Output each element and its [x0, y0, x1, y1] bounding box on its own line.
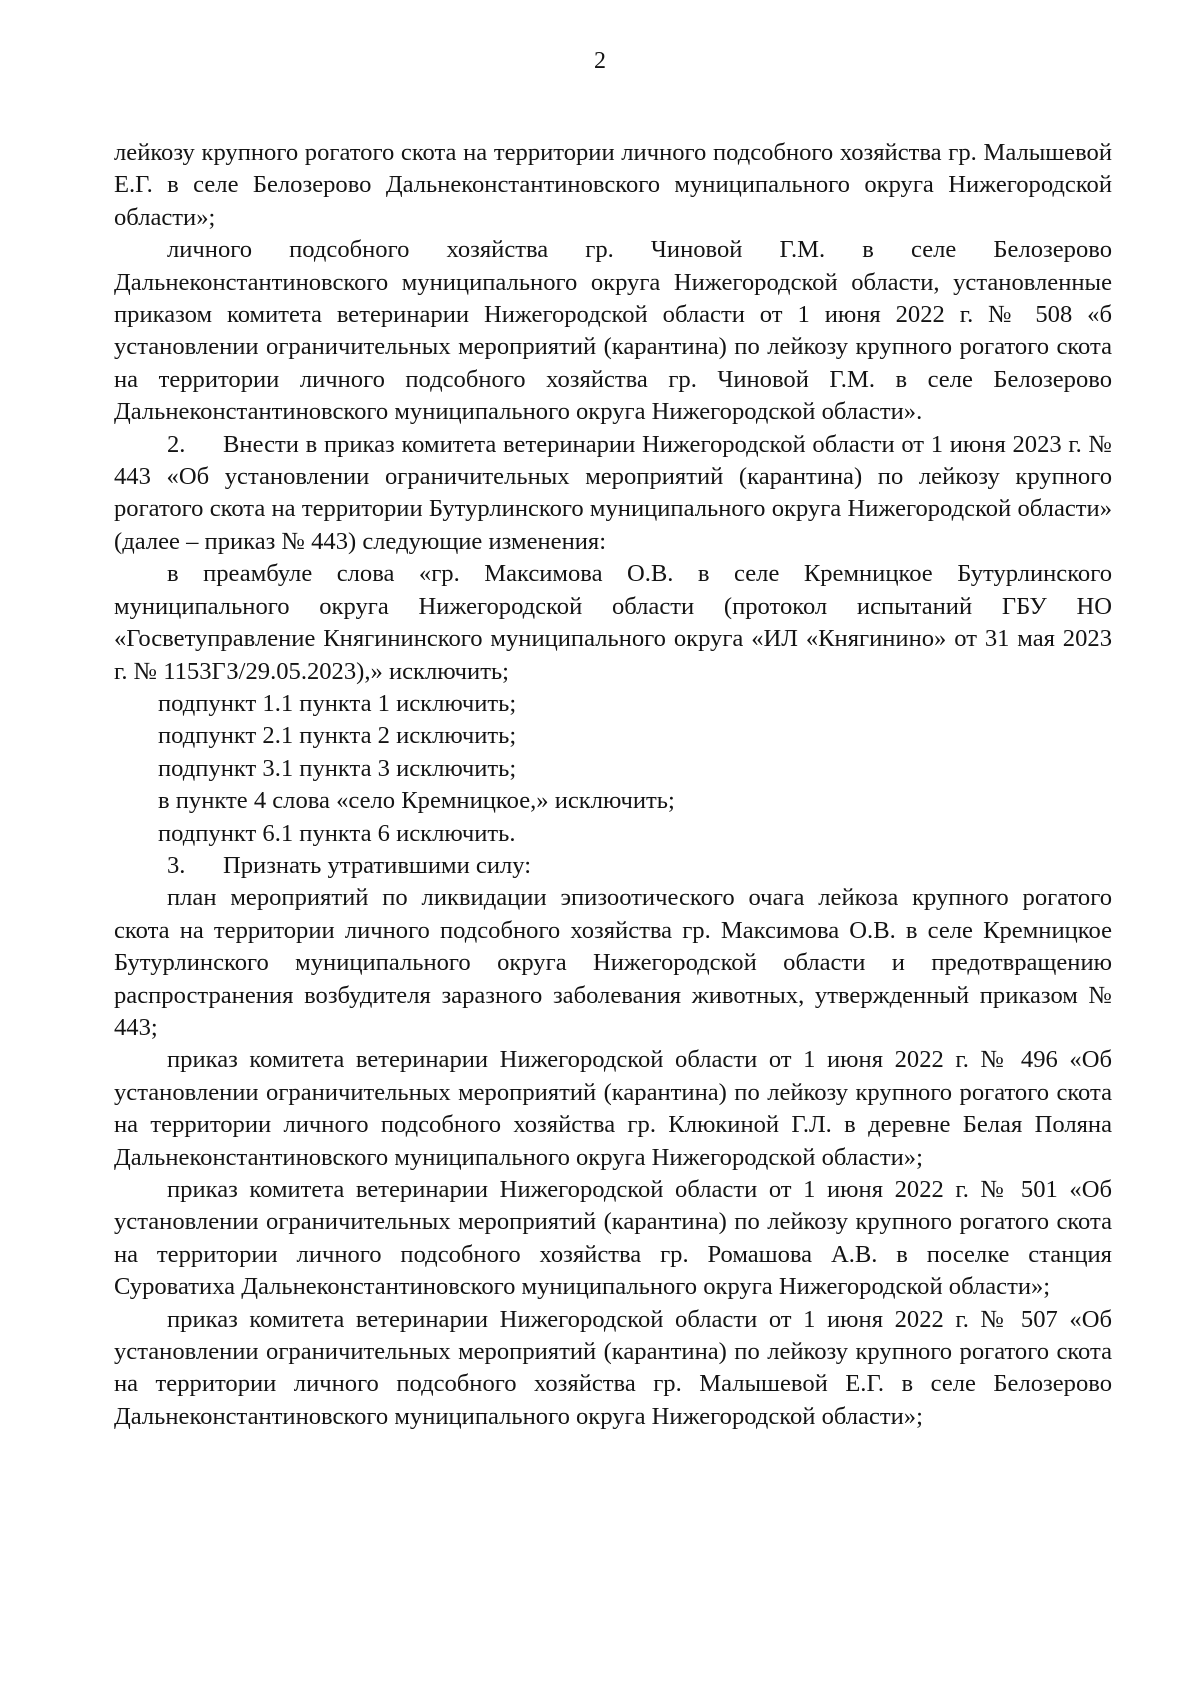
paragraph-order-501: приказ комитета ветеринарии Нижегородской области от 1 июня 2022 г. № 501 «Об установлении ограничительных мероприятий (карантина) по лейкозу крупного рогатого скота на территории личного подсобного хозяйства гр. Ромашова А.В. в поселке станция Суроватиха Дальнеконстантиновского муниципального округа Нижегородской области»;: [114, 1176, 1112, 1301]
paragraph-order-496: приказ комитета ветеринарии Нижегородской области от 1 июня 2022 г. № 496 «Об установлении ограничительных мероприятий (карантина) по лейкозу крупного рогатого скота на территории личного подсобного хозяйства гр. Клюкиной Г.Л. в деревне Белая Поляна Дальнеконстантиновского муниципального округа Нижегородской области»;: [114, 1046, 1112, 1171]
paragraph-preamble-change: в преамбуле слова «гр. Максимова О.В. в селе Кремницкое Бутурлинского муниципального округа Нижегородской области (протокол испытаний ГБУ НО «Госветуправление Княгининского муниципального округа «ИЛ «Княгинино» от 31 мая 2023 г. № 1153ГЗ/29.05.2023),» исключить;: [114, 560, 1112, 685]
subitem-2-1: подпункт 2.1 пункта 2 исключить;: [158, 722, 517, 750]
item-number-3: 3.: [167, 851, 186, 879]
numbered-item-2: [114, 429, 1112, 559]
item-2-text: Внести в приказ комитета ветеринарии Нижегородской области от 1 июня 2023 г. № 443 «Об установлении ограничительных мероприятий (карантина) по лейкозу крупного рогатого скота на территории Бутурлинского муниципального округа Нижегородской области» (далее – приказ № 443) следующие изменения:: [114, 430, 1112, 555]
subitem-3-1: подпункт 3.1 пункта 3 исключить;: [158, 754, 517, 782]
paragraph-chinova-household: личного подсобного хозяйства гр. Чиновой Г.М. в селе Белозерово Дальнеконстантиновского муниципального округа Нижегородской области, установленные приказом комитета ветеринарии Нижегородской области от 1 июня 2022 г. № 508 «б установлении ограничительных мероприятий (карантина) по лейкозу крупного рогатого скота на территории личного подсобного хозяйства гр. Чиновой Г.М. в селе Белозерово Дальнеконстантиновского муниципального округа Нижегородской области».: [114, 236, 1112, 426]
paragraph-order-507: приказ комитета ветеринарии Нижегородской области от 1 июня 2022 г. № 507 «Об установлении ограничительных мероприятий (карантина) по лейкозу крупного рогатого скота на территории личного подсобного хозяйства гр. Малышевой Е.Г. в селе Белозерово Дальнеконстантиновского муниципального округа Нижегородской области»;: [114, 1305, 1112, 1430]
page-number: 2: [594, 48, 606, 74]
subitem-point-4: в пункте 4 слова «село Кремницкое,» исключить;: [158, 787, 675, 815]
subitem-1-1: подпункт 1.1 пункта 1 исключить;: [158, 689, 517, 717]
document-body: [114, 137, 1112, 1433]
item-3-text: Признать утратившими силу:: [223, 851, 532, 879]
item-number-2: 2.: [167, 430, 186, 458]
subitem-6-1: подпункт 6.1 пункта 6 исключить.: [158, 819, 516, 847]
paragraph-continuation: лейкозу крупного рогатого скота на территории личного подсобного хозяйства гр. Малышевой Е.Г. в селе Белозерово Дальнеконстантиновского муниципального округа Нижегородской области»;: [114, 139, 1112, 231]
paragraph-plan-measures: план мероприятий по ликвидации эпизоотического очага лейкоза крупного рогатого скота на территории личного подсобного хозяйства гр. Максимова О.В. в селе Кремницкое Бутурлинского муниципального округа Нижегородской области и предотвращению распространения возбудителя заразного заболевания животных, утвержденный приказом № 443;: [114, 884, 1112, 1041]
numbered-item-3: [114, 850, 1112, 882]
